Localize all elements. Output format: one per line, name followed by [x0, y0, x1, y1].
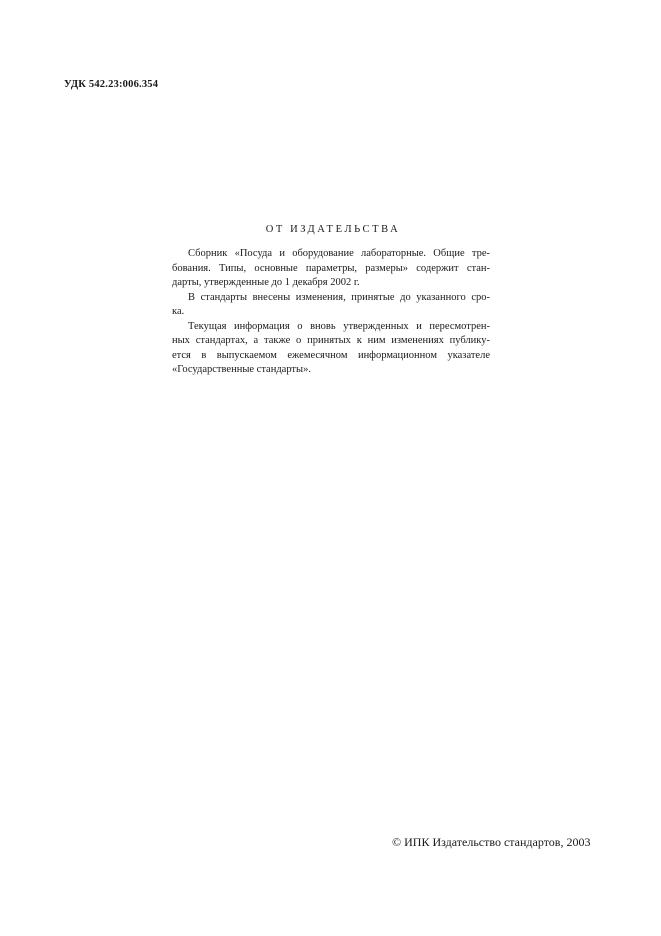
text-line: Текущая информация о вновь утвержденных и пересмотрен-	[188, 320, 490, 332]
paragraph-collection-description	[172, 247, 490, 291]
text-line: дарты, утвержденные до 1 декабря 2002 г.	[172, 277, 360, 288]
text-line: ных стандартах, а также о принятых к ним изменениях публику-	[172, 335, 490, 346]
copyright-notice: © ИПК Издательство стандартов, 2003	[392, 835, 591, 849]
text-line: ется в выпускаемом ежемесячном информационном указателе	[172, 349, 490, 361]
publisher-note	[172, 224, 490, 378]
text-line: ка.	[172, 306, 185, 317]
paragraph-amendments	[172, 291, 490, 320]
text-line: бования. Типы, основные параметры, размеры» содержит стан-	[172, 262, 490, 274]
text-line: «Государственные стандарты».	[172, 364, 311, 375]
publisher-heading: ОТ ИЗДАТЕЛЬСТВА	[265, 224, 401, 235]
paragraph-current-info	[172, 320, 490, 378]
udk-code: УДК 542.23:006.354	[64, 79, 159, 90]
text-line: В стандарты внесены изменения, принятые до указанного сро-	[188, 291, 490, 303]
text-line: Сборник «Посуда и оборудование лабораторные. Общие тре-	[188, 248, 490, 259]
